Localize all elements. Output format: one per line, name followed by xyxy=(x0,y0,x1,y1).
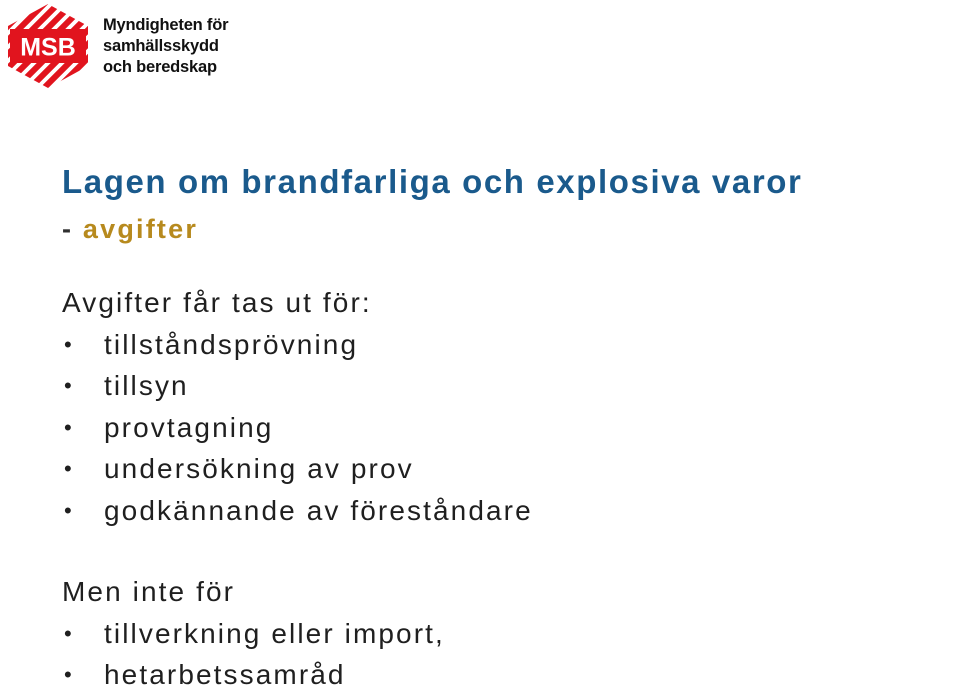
list-item-text: provtagning xyxy=(104,411,274,443)
bullet-icon: • xyxy=(64,373,74,398)
list-item-text: tillverkning eller import, xyxy=(104,617,445,649)
bullet-icon: • xyxy=(64,456,74,481)
bullet-icon: • xyxy=(64,620,74,646)
section2-list xyxy=(62,613,533,696)
list-item xyxy=(62,365,533,407)
list-item-text: godkännande av föreståndare xyxy=(104,494,533,526)
subtitle-text: avgifter xyxy=(82,214,199,244)
bullet-icon: • xyxy=(64,331,74,357)
list-item-text: tillsyn xyxy=(104,370,189,401)
logo-line-3: och beredskap xyxy=(103,58,217,76)
slide-body xyxy=(62,282,533,696)
bullet-icon: • xyxy=(64,414,74,440)
subtitle-dash: - xyxy=(62,214,74,244)
logo-line-1: Myndigheten för xyxy=(103,16,229,34)
msb-logo-text xyxy=(103,15,228,78)
slide-title: Lagen om brandfarliga och explosiva varor xyxy=(62,163,803,200)
section1-intro: Avgifter får tas ut för: xyxy=(62,287,372,318)
section2-intro: Men inte för xyxy=(62,576,236,607)
list-item-text: undersökning av prov xyxy=(104,453,414,484)
list-item xyxy=(62,448,533,490)
section1-list xyxy=(62,324,533,532)
logo-line-2: samhällsskydd xyxy=(103,37,219,55)
bullet-icon: • xyxy=(64,662,74,687)
list-item xyxy=(62,654,533,696)
list-item xyxy=(62,324,533,366)
list-item xyxy=(62,613,533,655)
list-item-text: tillståndsprövning xyxy=(104,328,359,360)
msb-logo-mark xyxy=(4,2,92,90)
list-item xyxy=(62,407,533,449)
msb-logo xyxy=(4,2,244,90)
slide-subtitle xyxy=(62,209,198,249)
list-item xyxy=(62,490,533,532)
msb-logo-abbr: MSB xyxy=(20,33,76,62)
list-item-text: hetarbetssamråd xyxy=(104,659,346,690)
section-gap xyxy=(62,531,533,571)
bullet-icon: • xyxy=(64,497,74,523)
